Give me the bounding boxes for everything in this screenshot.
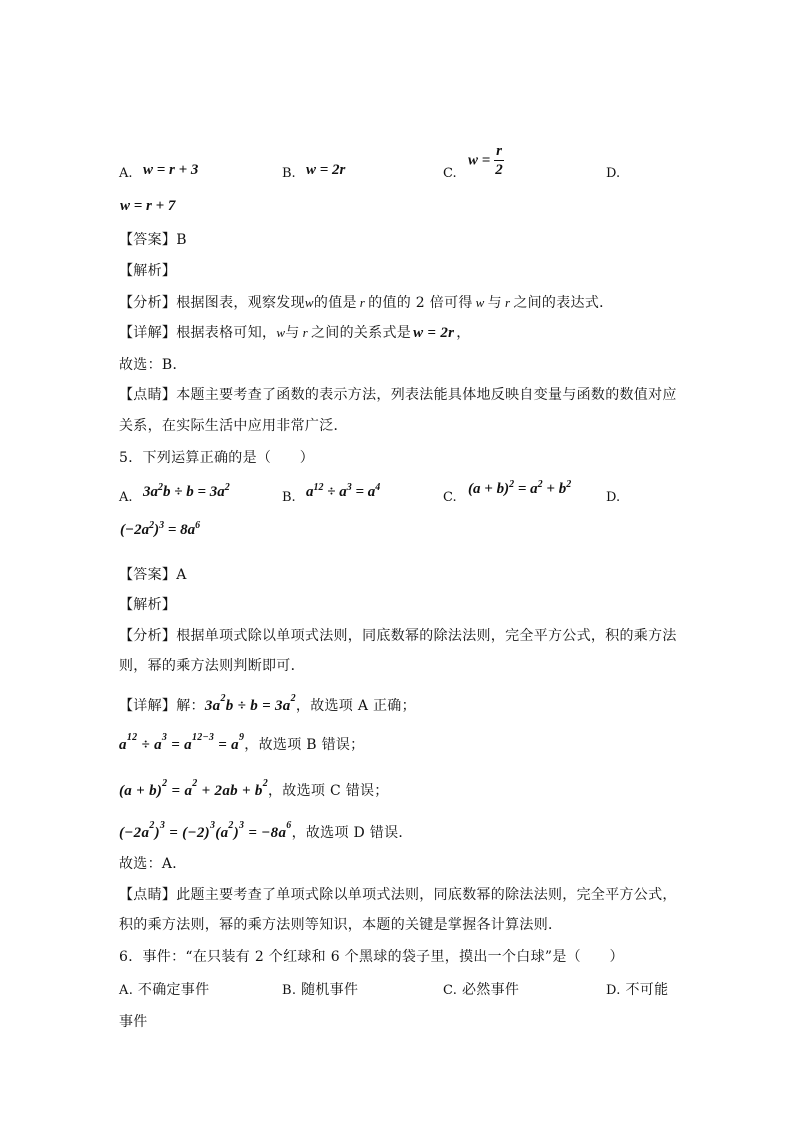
q4-xiangjie-expr: w = 2r bbox=[413, 325, 455, 341]
q4-dianjing-line2: 关系，在实际生活中应用非常广泛． bbox=[119, 418, 348, 434]
q6-option-c-label: C. bbox=[443, 983, 458, 998]
q5-analysis-title: 【解析】 bbox=[119, 597, 177, 613]
q5-step-a-tail: ，故选项 A 正确； bbox=[295, 698, 416, 714]
q6-option-d-text: 不可能 bbox=[625, 982, 669, 998]
q4-xiangjie-var-w: w bbox=[276, 325, 286, 340]
q5-step-b-expr: $a^{12} \div a^3 = a^{12-3} = a^9$ bbox=[119, 732, 245, 753]
q5-step-b bbox=[119, 734, 365, 754]
q5-step-a bbox=[119, 695, 416, 715]
q4-xiangjie-var-r: r bbox=[302, 325, 308, 340]
q6-option-a bbox=[119, 979, 209, 999]
q5-step-c-tail: ，故选项 C 错误； bbox=[268, 783, 389, 799]
q6-option-c-text: 必然事件 bbox=[461, 982, 520, 998]
q4-xiangjie bbox=[119, 322, 471, 342]
q4-option-c-lhs: w = bbox=[468, 152, 491, 169]
q4-dianjing-line1: 【点睛】本题主要考查了函数的表示方法，列表法能具体地反映自变量与函数的数值对应 bbox=[119, 387, 677, 403]
q6-question: 6．事件：“在只装有 2 个红球和 6 个黑球的袋子里，摸出一个白球”是（ ） bbox=[119, 949, 624, 965]
q4-option-c-numerator: r bbox=[496, 143, 502, 159]
q6-option-d-label: D. bbox=[606, 983, 621, 998]
q6-option-b-text: 随机事件 bbox=[301, 982, 359, 998]
q4-fenxi-text: 的值的 2 倍可得 bbox=[368, 295, 473, 311]
q5-answer: 【答案】A bbox=[119, 567, 187, 583]
q5-choice: 故选：A． bbox=[119, 856, 187, 872]
q4-option-a-expr: w = r + 3 bbox=[143, 162, 199, 178]
q4-fenxi-text: 【分析】根据图表，观察发现 bbox=[119, 295, 305, 311]
q4-fenxi-var-r: r bbox=[504, 295, 511, 310]
q5-fenxi-line2: 则，幂的乘方法则判断即可． bbox=[119, 658, 305, 674]
q4-option-c-expr bbox=[468, 144, 504, 178]
q4-fenxi bbox=[119, 292, 613, 312]
q4-fenxi-var-r: r bbox=[359, 295, 366, 310]
q6-option-d-wrap: 事件 bbox=[119, 1014, 148, 1030]
q4-option-a-label: A. bbox=[119, 166, 133, 181]
q5-dianjing-line1: 【点睛】此题主要考查了单项式除以单项式法则，同底数幂的除法法则，完全平方公式， bbox=[119, 887, 677, 903]
q5-option-d-label: D. bbox=[606, 490, 621, 505]
q4-choice: 故选：B． bbox=[119, 357, 187, 373]
q4-option-c-denominator: 2 bbox=[495, 162, 503, 178]
q5-step-d-tail: ，故选项 D 错误． bbox=[291, 825, 413, 841]
q5-option-a-expr: $3a^2b \div b = 3a^2$ bbox=[143, 482, 230, 500]
q6-option-d bbox=[606, 979, 668, 999]
q5-xiangjie-lead: 【详解】解： bbox=[119, 698, 205, 714]
q4-option-b-expr: w = 2r bbox=[306, 162, 346, 178]
q4-option-d-label: D. bbox=[606, 166, 621, 181]
q5-option-c-label: C. bbox=[443, 490, 457, 505]
q4-analysis-title: 【解析】 bbox=[119, 263, 177, 279]
q5-question: 5．下列运算正确的是（ ） bbox=[119, 450, 315, 466]
q4-option-b-label: B. bbox=[282, 166, 296, 181]
q4-fenxi-var-w: w bbox=[304, 295, 314, 310]
q5-step-a-expr: $3a^2b \div b = 3a^2$ bbox=[204, 693, 296, 714]
q4-xiangjie-text: 与 bbox=[285, 325, 300, 341]
q6-option-c bbox=[443, 979, 519, 999]
q4-xiangjie-text: 【详解】根据表格可知， bbox=[119, 325, 277, 341]
q4-option-d-expr: w = r + 7 bbox=[120, 198, 176, 214]
q5-step-c bbox=[119, 780, 389, 800]
q4-fenxi-var-w: w bbox=[475, 295, 485, 310]
q4-option-c-fraction bbox=[494, 144, 504, 178]
q4-fenxi-text: 的值是 bbox=[313, 295, 357, 311]
q5-step-d-expr: $(-2a^2)^3 = (-2)^3(a^2)^3 = -8a^6$ bbox=[119, 820, 292, 841]
q4-answer: 【答案】B bbox=[119, 232, 187, 248]
q4-xiangjie-text: 之间的关系式是 bbox=[310, 325, 412, 341]
q5-dianjing-line2: 积的乘方法则，幂的乘方法则等知识，本题的关键是掌握各计算法则． bbox=[119, 917, 563, 933]
q4-fenxi-text: 与 bbox=[487, 295, 502, 311]
q5-step-c-expr: $(a + b)^2 = a^2 + 2ab + b^2$ bbox=[119, 778, 268, 799]
q5-option-b-label: B. bbox=[282, 490, 296, 505]
q5-fenxi-line1: 【分析】根据单项式除以单项式法则，同底数幂的除法法则，完全平方公式，积的乘方法 bbox=[119, 628, 677, 644]
q6-option-b bbox=[282, 979, 358, 999]
q6-option-a-label: A. bbox=[119, 983, 134, 998]
q5-option-d-expr: $(-2a^2)^3 = 8a^6$ bbox=[120, 520, 201, 538]
q4-fenxi-text: 之间的表达式． bbox=[513, 295, 614, 311]
q4-xiangjie-text: ， bbox=[456, 325, 471, 341]
q5-option-a-label: A. bbox=[119, 490, 133, 505]
q6-option-b-label: B. bbox=[282, 983, 297, 998]
q4-option-c-label: C. bbox=[443, 166, 457, 181]
q5-step-d bbox=[119, 822, 413, 842]
q6-option-a-text: 不确定事件 bbox=[137, 982, 210, 998]
q5-step-b-tail: ，故选项 B 错误； bbox=[244, 737, 365, 753]
q5-option-b-expr: $a^{12} \div a^3 = a^4$ bbox=[306, 482, 381, 500]
q5-option-c-expr: $(a + b)^2 = a^2 + b^2$ bbox=[468, 479, 572, 497]
